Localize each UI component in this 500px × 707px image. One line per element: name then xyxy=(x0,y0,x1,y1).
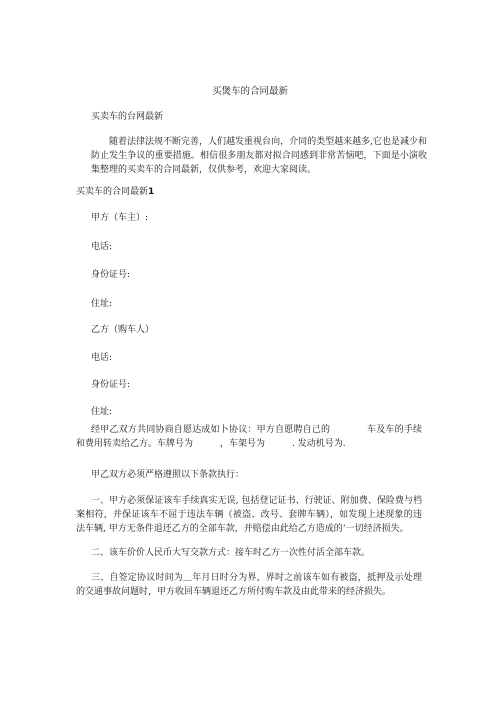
section-heading-text: 买卖车的合同最新 xyxy=(76,187,149,197)
party-b-address-label: 住址: xyxy=(91,407,113,417)
clause-3: 三、自签定协议时间为＿年月日时分为界，界时之前该车如有被盗，抵押及示处理的交通事故问题时，甲方收回车辆退还乙方所付购车款及由此带来的经济损失。 xyxy=(76,573,422,597)
section-heading xyxy=(76,186,154,198)
party-a-address-label: 住址: xyxy=(91,299,113,309)
party-b-label: 乙方（购车人） xyxy=(91,325,155,335)
clause-2: 二、该车价价人民币大写交款方式：接车时乙方一次性付活全部车款。 xyxy=(91,548,371,558)
document-title: 买煲车的合同最新 xyxy=(211,86,288,97)
agreement-paragraph: 经甲乙双方共同协商自愿达成如卜协议：甲方自愿聘自己的 车及车的手续和费用转卖给乙方。车牌号为 ，车架号为 . 发动机号为. xyxy=(76,425,422,449)
party-b-id-label: 身份证号: xyxy=(91,380,131,390)
intro-paragraph: 随着法律法规不断完善，人们越发重视台向，介同的类型越来越多,它也是减少和防止发生争议的重要措施。相信很多朋友都对拟合同感到非常苦恼吧，下面是小演收集整理的买卖车的合同最新，仅供参考，欢迎大家阅读。 xyxy=(91,137,427,175)
section-heading-number: 1 xyxy=(148,187,155,197)
document-subtitle: 买卖车的台网最新 xyxy=(91,112,164,122)
party-a-label: 甲方（车主）: xyxy=(91,213,149,223)
party-a-phone-label: 电话: xyxy=(91,242,113,252)
party-b-phone-label: 电话: xyxy=(91,353,113,363)
clause-1: 一、甲方必须保证该车手续真实无误, 包括登记证书、行驶证、附加费、保险费与档案相符，并保证该车不屈于违法车辆（被盗、改号、套牌车辆），如发现上述现象的违法车辆, 甲方无条件退还乙方的全部车款，并赔偿由此给乙方造成的‘一切经济损失。 xyxy=(76,496,422,534)
party-a-id-label: 身份证号: xyxy=(91,270,131,280)
terms-intro: 甲乙双方必须严格遵照以下条款执行： xyxy=(91,470,245,480)
